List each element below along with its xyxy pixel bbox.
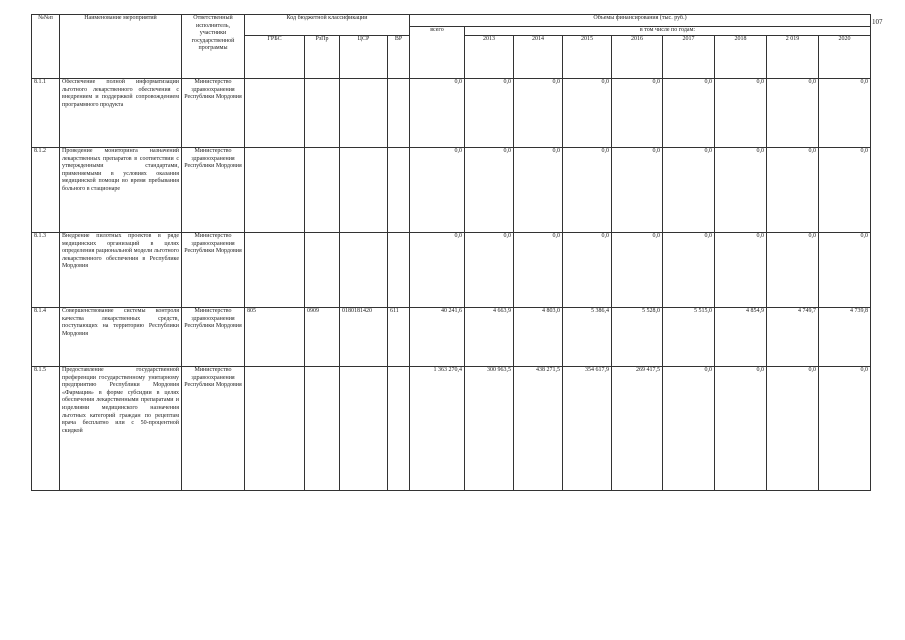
row-year-value: 0,0 [819,148,871,233]
row-name: Предоставление государственной преференции государственному унитарному предприятию Республики Мордовия «Фармация» в форме субсидии в целях обеспечения лекарственными препаратами и изделиями медицинского назначения льготных категорий граждан по рецептам врача бесплатно или с 50-процентной скидкой [60,367,182,491]
header-grbs: ГРБС [245,36,305,79]
header-year: 2018 [715,36,767,79]
row-num: 8.1.1 [32,79,60,148]
header-year: 2016 [612,36,663,79]
row-year-value: 0,0 [767,148,819,233]
row-year-value: 0,0 [514,148,563,233]
row-year-value: 0,0 [767,367,819,491]
row-year-value: 0,0 [663,367,715,491]
row-year-value: 4 803,0 [514,308,563,367]
row-rzpr [305,367,340,491]
row-rzpr [305,233,340,308]
row-year-value: 0,0 [767,233,819,308]
row-total: 0,0 [410,79,465,148]
row-total: 40 241,6 [410,308,465,367]
row-total: 0,0 [410,148,465,233]
row-year-value: 5 386,4 [563,308,612,367]
row-vr [388,148,410,233]
row-total: 1 363 270,4 [410,367,465,491]
row-year-value: 4 663,9 [465,308,514,367]
row-year-value: 0,0 [663,233,715,308]
row-year-value: 300 963,5 [465,367,514,491]
row-year-value: 0,0 [563,233,612,308]
header-budget-code: Код бюджетной классификации [245,15,410,36]
row-year-value: 0,0 [465,79,514,148]
row-year-value: 0,0 [612,148,663,233]
row-year-value: 0,0 [767,79,819,148]
financing-table [31,14,871,491]
row-year-value: 0,0 [612,79,663,148]
row-executor: Министерство здравоохранения Республики Мордовия [182,367,245,491]
row-year-value: 5 528,0 [612,308,663,367]
row-year-value: 354 617,9 [563,367,612,491]
row-year-value: 0,0 [465,233,514,308]
row-rzpr [305,79,340,148]
row-grbs: 805 [245,308,305,367]
row-rzpr: 0909 [305,308,340,367]
row-vr: 611 [388,308,410,367]
header-rzpr: РзПр [305,36,340,79]
row-year-value: 0,0 [715,148,767,233]
row-vr [388,367,410,491]
header-financing: Объемы финансирования (тыс. руб.) [410,15,871,27]
table-row [32,79,871,148]
row-grbs [245,79,305,148]
table-row [32,233,871,308]
row-year-value: 4 749,7 [767,308,819,367]
row-csr: 0180181420 [340,308,388,367]
row-year-value: 0,0 [819,367,871,491]
row-year-value: 0,0 [465,148,514,233]
row-num: 8.1.5 [32,367,60,491]
row-num: 8.1.3 [32,233,60,308]
row-year-value: 5 515,0 [663,308,715,367]
row-year-value: 0,0 [563,79,612,148]
row-year-value: 4 739,8 [819,308,871,367]
table-row [32,367,871,491]
row-grbs [245,148,305,233]
row-csr [340,367,388,491]
row-year-value: 0,0 [819,79,871,148]
header-num: №№п [32,15,60,79]
row-name: Проведение мониторинга назначений лекарственных препаратов в соответствии с утвержденными стандартами, применяемыми в условиях оказания медицинской помощи во время пребывания больного в стационаре [60,148,182,233]
row-year-value: 0,0 [514,79,563,148]
row-name: Совершенствование системы контроля качества лекарственных средств, поступающих на территорию Республики Мордовия [60,308,182,367]
row-year-value: 0,0 [514,233,563,308]
header-csr: ЦСР [340,36,388,79]
header-incl-years: в том числе по годам: [465,27,871,36]
row-name: Обеспечение полной информатизации льготного лекарственного обеспечения с внедрением и поддержкой сопровождением программного продукта [60,79,182,148]
page-number: 107 [872,18,883,26]
header-vr: ВР [388,36,410,79]
row-total: 0,0 [410,233,465,308]
row-name: Внедрение пилотных проектов в ряде медицинских организаций в целях определения рациональной модели льготного лекарственного обеспечения в Республике Мордовия [60,233,182,308]
table-row [32,148,871,233]
header-year: 2013 [465,36,514,79]
row-year-value: 0,0 [715,233,767,308]
row-vr [388,233,410,308]
header-name: Наименование мероприятий [60,15,182,79]
row-vr [388,79,410,148]
row-executor: Министерство здравоохранения Республики Мордовия [182,79,245,148]
row-executor: Министерство здравоохранения Республики Мордовия [182,233,245,308]
row-grbs [245,367,305,491]
header-year: 2020 [819,36,871,79]
row-year-value: 269 417,5 [612,367,663,491]
row-year-value: 0,0 [563,148,612,233]
header-executor: Ответственный исполнитель, участники государственной программы [182,15,245,79]
row-csr [340,148,388,233]
row-year-value: 0,0 [612,233,663,308]
row-year-value: 0,0 [663,148,715,233]
row-num: 8.1.2 [32,148,60,233]
row-executor: Министерство здравоохранения Республики Мордовия [182,148,245,233]
row-grbs [245,233,305,308]
row-year-value: 0,0 [663,79,715,148]
row-year-value: 0,0 [715,79,767,148]
row-csr [340,233,388,308]
row-year-value: 438 271,5 [514,367,563,491]
header-year: 2 019 [767,36,819,79]
header-total: всего [410,27,465,79]
row-num: 8.1.4 [32,308,60,367]
row-year-value: 0,0 [819,233,871,308]
header-year: 2017 [663,36,715,79]
row-executor: Министерство здравоохранения Республики Мордовия [182,308,245,367]
row-rzpr [305,148,340,233]
header-year: 2015 [563,36,612,79]
header-year: 2014 [514,36,563,79]
row-year-value: 0,0 [715,367,767,491]
row-year-value: 4 854,9 [715,308,767,367]
row-csr [340,79,388,148]
table-row [32,308,871,367]
